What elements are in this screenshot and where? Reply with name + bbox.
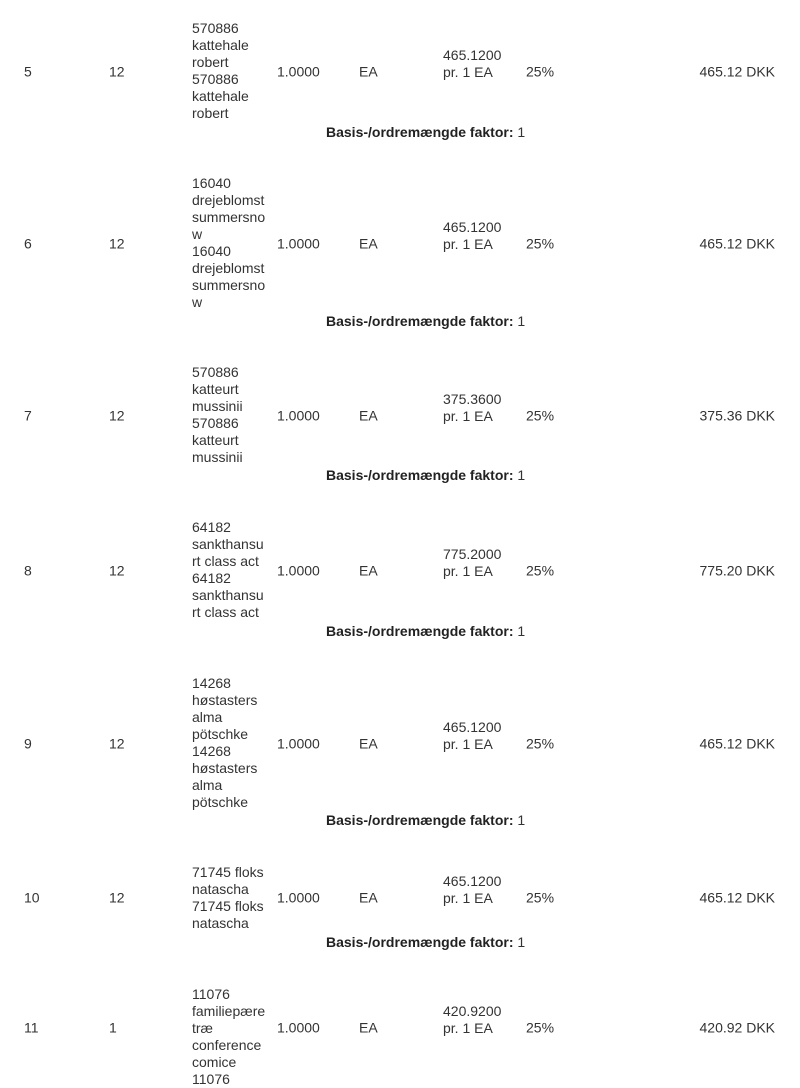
item-description-line: 570886 (192, 364, 239, 380)
item-description-line: katteurt (192, 432, 239, 448)
unit-price-basis: pr. 1 EA (443, 235, 493, 252)
item-description-line: kattehale (192, 88, 249, 104)
item-description-line: pötschke (192, 726, 249, 742)
unit-price-basis: pr. 1 EA (443, 63, 493, 80)
item-description-line: mussinii (192, 449, 243, 465)
item-description-line: mussinii (192, 398, 243, 414)
factor-row (326, 812, 525, 829)
item-description-line: 16040 (192, 175, 231, 191)
item-description-line: kattehale (192, 37, 249, 53)
item-description (192, 364, 274, 466)
line-total: 420.92 DKK (699, 1019, 775, 1036)
item-description-line: 71745 floks (192, 898, 264, 914)
factor-value: 1 (517, 467, 526, 483)
unit-price-basis: pr. 1 EA (443, 562, 493, 579)
line-unit: EA (359, 1019, 378, 1036)
line-quantity: 12 (109, 562, 125, 578)
item-description-line: 570886 (192, 415, 239, 431)
invoice-line (0, 364, 800, 483)
unit-price-value: 375.3600 (443, 390, 502, 407)
line-amount: 1.0000 (277, 407, 320, 423)
factor-label: Basis-/ordremængde faktor: (326, 812, 514, 828)
unit-price-value: 465.1200 (443, 873, 502, 889)
unit-price (443, 219, 501, 253)
item-description-line: 16040 (192, 243, 231, 259)
line-number: 5 (24, 63, 32, 79)
line-quantity: 12 (109, 735, 125, 751)
line-quantity: 1 (109, 1019, 117, 1036)
unit-price-value: 465.1200 (443, 218, 502, 235)
item-description-line: summersno (192, 277, 266, 293)
item-description-line: høstasters (192, 760, 258, 776)
unit-price-basis: pr. 1 EA (443, 407, 493, 424)
unit-price-value: 465.1200 (443, 46, 502, 63)
line-number: 10 (24, 889, 40, 906)
line-unit: EA (359, 889, 378, 906)
factor-label: Basis-/ordremængde faktor: (326, 124, 514, 140)
line-total: 465.12 DKK (699, 63, 775, 79)
line-total: 465.12 DKK (699, 889, 775, 906)
line-unit: EA (359, 63, 378, 79)
item-description-line: drejeblomst (192, 192, 265, 208)
item-description (192, 519, 274, 621)
item-description-line: træ (192, 1020, 213, 1036)
factor-row (326, 623, 525, 640)
vat-rate: 25% (526, 63, 555, 79)
item-description (192, 20, 274, 122)
unit-price (443, 873, 501, 907)
line-quantity: 12 (109, 235, 125, 251)
factor-label: Basis-/ordremængde faktor: (326, 623, 514, 639)
line-quantity: 12 (109, 63, 125, 79)
table-row (0, 364, 800, 467)
line-number: 11 (24, 1019, 39, 1036)
item-description-line: conference (192, 1037, 262, 1053)
item-description (192, 175, 274, 311)
line-number: 9 (24, 735, 32, 751)
line-quantity: 12 (109, 407, 125, 423)
line-amount: 1.0000 (277, 562, 320, 578)
invoice-line (0, 175, 800, 329)
item-description-line: alma (192, 709, 223, 725)
vat-rate: 25% (526, 889, 555, 906)
item-description-line: w (192, 294, 203, 310)
unit-price (443, 546, 501, 580)
line-total: 465.12 DKK (699, 735, 775, 751)
line-amount: 1.0000 (277, 235, 320, 251)
item-description-line: 14268 (192, 743, 231, 759)
item-description-line: natascha (192, 915, 249, 931)
line-total: 375.36 DKK (699, 407, 775, 423)
item-description-line: rt class act (192, 553, 259, 569)
line-quantity: 12 (109, 889, 125, 906)
item-description-line: 71745 floks (192, 864, 264, 880)
unit-price (443, 391, 501, 425)
unit-price-value: 420.9200 (443, 1003, 502, 1019)
item-description-line: høstasters (192, 692, 258, 708)
table-row (0, 986, 800, 1087)
table-row (0, 675, 800, 812)
item-description-line: robert (192, 105, 229, 121)
invoice-line (0, 20, 800, 140)
line-unit: EA (359, 235, 378, 251)
item-description (192, 675, 274, 811)
item-description-line: sankthansu (192, 587, 264, 603)
factor-label: Basis-/ordremængde faktor: (326, 467, 514, 483)
unit-price-value: 465.1200 (443, 718, 502, 735)
table-row (0, 519, 800, 622)
line-total: 775.20 DKK (699, 562, 775, 578)
factor-value: 1 (517, 313, 526, 329)
line-amount: 1.0000 (277, 735, 320, 751)
table-row (0, 864, 800, 932)
item-description-line: summersno (192, 209, 266, 225)
item-description (192, 986, 274, 1088)
item-description-line: 64182 (192, 570, 231, 586)
line-total: 465.12 DKK (699, 235, 775, 251)
item-description-line: w (192, 226, 203, 242)
item-description-line: 14268 (192, 675, 231, 691)
line-amount: 1.0000 (277, 889, 320, 906)
item-description-line: sankthansu (192, 536, 264, 552)
item-description-line: comice (192, 1054, 237, 1070)
item-description-line: 11076 (192, 1071, 230, 1087)
vat-rate: 25% (526, 235, 555, 251)
factor-row (326, 467, 525, 484)
line-unit: EA (359, 735, 378, 751)
item-description-line: drejeblomst (192, 260, 265, 276)
factor-row (326, 124, 525, 141)
table-row (0, 175, 800, 312)
table-row (0, 20, 800, 123)
item-description-line: 11076 (192, 986, 230, 1002)
factor-label: Basis-/ordremængde faktor: (326, 313, 514, 329)
factor-value: 1 (517, 124, 526, 140)
item-description-line: rt class act (192, 604, 259, 620)
unit-price-basis: pr. 1 EA (443, 735, 493, 752)
unit-price-value: 775.2000 (443, 545, 502, 562)
item-description-line: 64182 (192, 519, 231, 535)
factor-row (326, 313, 525, 330)
line-number: 8 (24, 562, 32, 578)
factor-value: 1 (517, 934, 526, 950)
invoice-line (0, 864, 800, 950)
line-unit: EA (359, 407, 378, 423)
factor-value: 1 (517, 623, 526, 639)
vat-rate: 25% (526, 735, 555, 751)
line-amount: 1.0000 (277, 63, 320, 79)
vat-rate: 25% (526, 407, 555, 423)
unit-price-basis: pr. 1 EA (443, 1020, 493, 1036)
unit-price (443, 47, 501, 81)
item-description-line: 570886 (192, 20, 239, 36)
item-description-line: 570886 (192, 71, 239, 87)
item-description-line: natascha (192, 881, 249, 897)
item-description-line: robert (192, 54, 229, 70)
line-number: 7 (24, 407, 32, 423)
invoice-line (0, 519, 800, 639)
vat-rate: 25% (526, 1019, 555, 1036)
factor-row (326, 934, 525, 951)
vat-rate: 25% (526, 562, 555, 578)
factor-value: 1 (517, 812, 526, 828)
factor-label: Basis-/ordremængde faktor: (326, 934, 514, 950)
unit-price (443, 719, 501, 753)
item-description-line: katteurt (192, 381, 239, 397)
unit-price (443, 1003, 501, 1037)
invoice-line (0, 986, 800, 1087)
unit-price-basis: pr. 1 EA (443, 890, 493, 906)
line-unit: EA (359, 562, 378, 578)
item-description-line: alma (192, 777, 223, 793)
invoice-line (0, 675, 800, 828)
item-description-line: familiepære (192, 1003, 266, 1019)
line-number: 6 (24, 235, 32, 251)
item-description (192, 864, 274, 932)
item-description-line: pötschke (192, 794, 249, 810)
line-amount: 1.0000 (277, 1019, 320, 1036)
